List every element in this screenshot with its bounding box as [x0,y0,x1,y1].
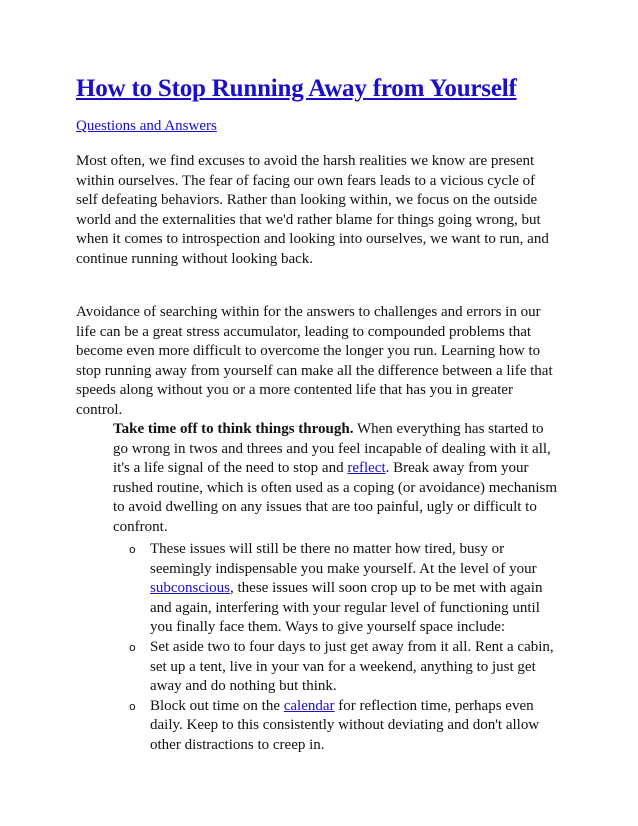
intro-paragraph [76,152,576,270]
subconscious-link[interactable]: subconscious [150,580,230,597]
tip-text: it's a life signal of the need to stop and [113,460,348,477]
tip-line: go wrong in twos and threes and you feel incapable of dealing with it all, [113,440,551,457]
bullet-line: away and do nothing but think. [150,678,337,695]
paragraph-line: Avoidance of searching within for the answers to challenges and errors in our [76,304,541,320]
page-title[interactable]: How to Stop Running Away from Yourself [76,75,517,102]
paragraph-line: Most often, we find excuses to avoid the harsh realities we know are present [76,153,535,169]
paragraph-line: when it comes to introspection and looking into ourselves, we want to run, and [76,231,549,248]
bullet-text: Block out time on the [150,697,284,714]
tip-line [113,420,573,440]
calendar-link[interactable]: calendar [283,697,335,714]
list-item [113,540,583,638]
bullet-line: seemingly indispensable you make yourself. At the level of your [150,560,537,577]
paragraph-line: control. [76,401,123,418]
tip-line: rushed routine, which is often used as a coping (or avoidance) mechanism [113,479,558,496]
paragraph-line: speeds along without you or a more contented life that has you in greater [76,382,513,399]
bullet-circle-icon: o [129,699,136,713]
tip-line [113,459,573,479]
bullet-line: These issues will still be there no matter how tired, busy or [150,541,505,557]
tip-line: confront. [113,518,168,535]
tip-heading: Take time off to think things through. [113,421,354,437]
bullet-line: Set aside two to four days to just get away from it all. Rent a cabin, [150,638,554,655]
bullet-line: other distractions to creep in. [150,736,325,753]
tip-block [113,420,573,538]
subtitle-link[interactable]: Questions and Answers [76,118,217,134]
list-item [113,638,583,697]
bullet-circle-icon: o [129,543,136,556]
paragraph-line: continue running without looking back. [76,250,314,267]
paragraph-line: become even more difficult to overcome the longer you run. Learning how to [76,343,541,360]
paragraph-line: self defeating behaviors. Rather than looking within, we focus on the outside [76,192,538,209]
bullet-line [150,579,583,599]
bullet-list [113,540,583,756]
paragraph-line: stop running away from yourself can make all the difference between a life that [76,362,553,379]
bullet-line: daily. Keep to this consistently without deviating and don't allow [150,717,540,734]
bullet-circle-icon: o [129,640,136,654]
bullet-line: set up a tent, live in your van for a weekend, anything to just get [150,658,536,675]
bullet-line [150,697,583,717]
bullet-line: you finally face them. Ways to give yourself space include: [150,619,506,636]
tip-text: When everything has started to [353,421,544,437]
list-item [113,697,583,756]
paragraph-line: life can be a great stress accumulator, leading to compounded problems that [76,323,532,340]
bullet-line: and again, interfering with your regular level of functioning until [150,599,540,616]
reflect-link[interactable]: reflect [347,460,386,477]
bullet-text: , these issues will soon crop up to be met with again [230,580,543,597]
tip-line: to avoid dwelling on any issues that are too painful, ugly or difficult to [113,499,537,516]
tip-text: . Break away from your [385,460,529,477]
paragraph-line: world and the externalities that we'd rather blame for things going wrong, but [76,211,541,228]
avoidance-paragraph [76,303,576,421]
bullet-text: for reflection time, perhaps even [334,697,534,714]
paragraph-line: within ourselves. The fear of facing our own fears leads to a vicious cycle of [76,172,536,189]
